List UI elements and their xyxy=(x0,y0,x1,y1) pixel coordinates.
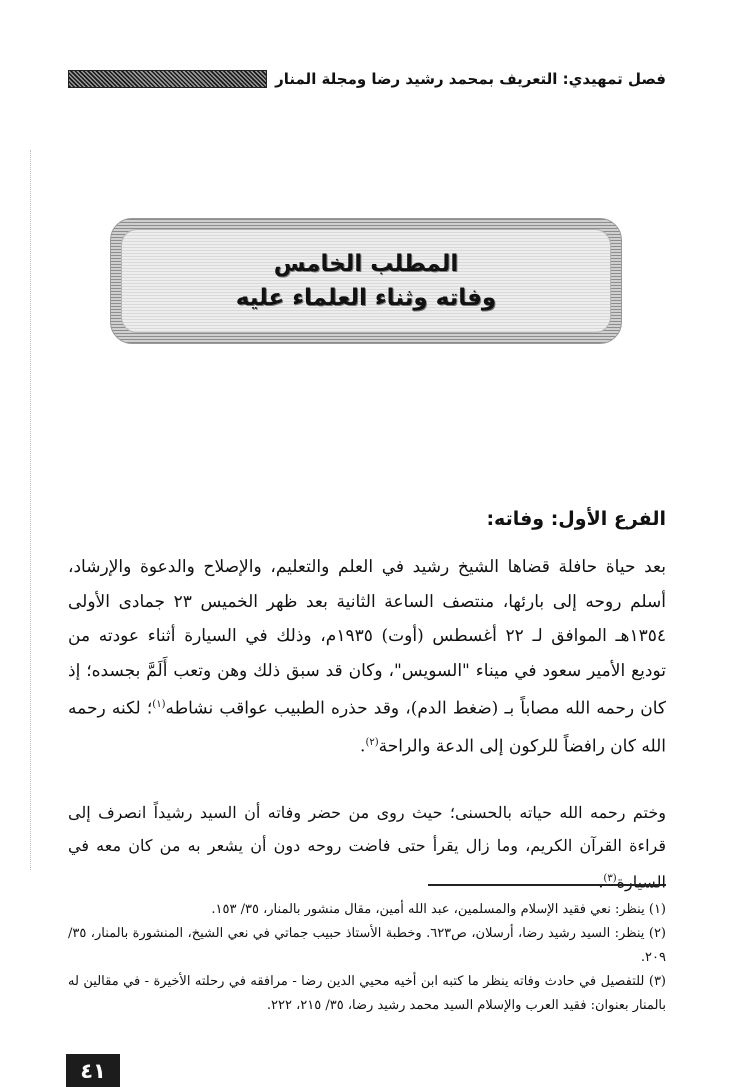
footnote-ref-1: (١) xyxy=(152,699,166,710)
body-paragraph-1 xyxy=(68,550,666,764)
section-heading-panel xyxy=(121,229,611,333)
paragraph-1-text: بعد حياة حافلة قضاها الشيخ رشيد في العلم والتعليم، والإصلاح والدعوة والإرشاد، أسلم روحه إلى بارئها، منتصف الساعة الثانية بعد ظهر الخميس ٢٣ جمادى الأولى ١٣٥٤هـ الموافق لـ ٢٢ أغسطس (أوت) ١٩٣٥م، وذلك في السيارة أثناء عودته من توديع الأمير سعود في ميناء "السويس"، وكان قد سبق ذلك وهن وتعب أَلَمَّ بجسده؛ إذ كان رحمه الله مصاباً بـ (ضغط الدم)، وقد حذره الطبيب عواقب نشاطه xyxy=(68,557,667,719)
footnote-separator xyxy=(428,884,666,886)
footnote-item: (٢) ينظر: السيد رشيد رضا، أرسلان، ص٦٢٣. وخطبة الأستاذ حبيب جماتي في نعي الشيخ، المنشورة بالمنار، ٣٥/ ٢٠٩. xyxy=(68,926,666,965)
running-header-title: فصل تمهيدي: التعريف بمحمد رشيد رضا ومجلة المنار xyxy=(275,70,666,88)
paragraph-1-text-mid: ؛ لكنه رحمه الله كان رافضاً للركون إلى الدعة والراحة xyxy=(68,698,666,757)
margin-rule xyxy=(30,150,31,870)
footnote-item: (٣) للتفصيل في حادث وفاته ينظر ما كتبه ابن أخيه محيي الدين رضا - مرافقه في رحلته الأخيرة - في مقالين له بالمنار بعنوان: فقيد العرب والإسلام السيد محمد رشيد رضا، ٣٥/ ٢١٥، ٢٢٢. xyxy=(68,974,666,1013)
footnote-item: (١) ينظر: نعي فقيد الإسلام والمسلمين، عبد الله أمين، مقال منشور بالمنار، ٣٥/ ١٥٣. xyxy=(211,902,666,917)
subsection-heading: الفرع الأول: وفاته: xyxy=(486,508,666,530)
footnotes-list xyxy=(68,898,666,1018)
paragraph-1-end: . xyxy=(360,736,366,757)
section-heading-line1: المطلب الخامس xyxy=(273,251,459,277)
paragraph-2-text: وختم رحمه الله حياته بالحسنى؛ حيث روى من حضر وفاته أن السيد رشيداً انصرف إلى قراءة القرآن الكريم، وما زال يقرأ حتى فاضت روحه دون أن يشعر به من كان معه في السيارة xyxy=(68,803,666,892)
footnote-ref-3: (٣) xyxy=(603,873,617,884)
header-decorative-band xyxy=(68,70,267,88)
body-paragraph-2 xyxy=(68,796,666,898)
paragraph-2-end: . xyxy=(598,872,604,892)
section-heading-frame xyxy=(110,218,622,344)
page-number: ٤١ xyxy=(66,1054,120,1087)
running-header xyxy=(68,68,666,90)
section-heading-line2: وفاته وثناء العلماء عليه xyxy=(235,285,497,311)
footnote-ref-2: (٢) xyxy=(365,737,379,749)
